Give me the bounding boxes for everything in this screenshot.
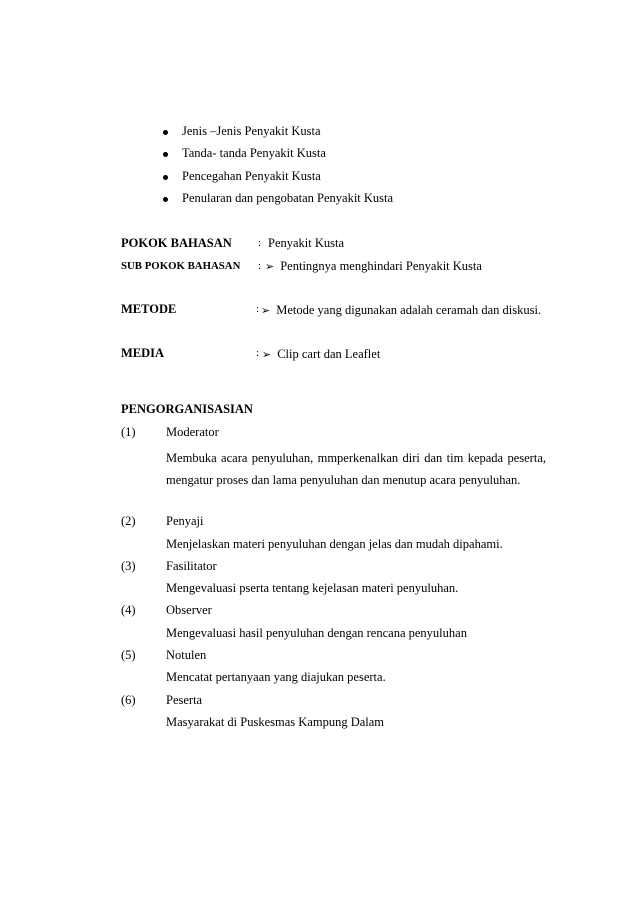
item-title: Penyaji [166, 514, 204, 528]
pengorganisasian-heading: PENGORGANISASIAN [121, 402, 253, 416]
bullet-icon [163, 197, 168, 202]
pokok-bahasan-value: Penyakit Kusta [268, 236, 345, 250]
arrow-bullet-icon: ➢ [262, 349, 272, 361]
item-title: Peserta [166, 693, 203, 707]
item-number: (4) [121, 603, 136, 617]
pokok-bahasan-colon: : [258, 237, 262, 249]
bullet-icon [163, 152, 168, 157]
item-title: Moderator [166, 425, 219, 439]
sub-pokok-bahasan-text: Pentingnya menghindari Penyakit Kusta [280, 259, 482, 273]
item-description: Mencatat pertanyaan yang diajukan peserta. [166, 670, 386, 684]
item-title: Notulen [166, 648, 207, 662]
item-description: Membuka acara penyuluhan, mmperkenalkan diri dan tim kepada peserta, mengatur proses dan lama penyuluhan dan menutup acara penyuluhan. [166, 451, 546, 487]
item-number: (2) [121, 514, 136, 528]
arrow-bullet-icon: ➢ [261, 305, 271, 317]
item-description: Mengevaluasi pserta tentang kejelasan materi penyuluhan. [166, 581, 459, 595]
item-title: Observer [166, 603, 212, 617]
item-description: Menjelaskan materi penyuluhan dengan jelas dan mudah dipahami. [166, 537, 503, 551]
item-title: Fasilitator [166, 559, 217, 573]
topic-text: Pencegahan Penyakit Kusta [182, 169, 321, 183]
pokok-bahasan-label: POKOK BAHASAN [121, 236, 232, 250]
media-colon: : [256, 347, 260, 359]
bullet-icon [163, 175, 168, 180]
bullet-icon [163, 130, 168, 135]
metode-value [261, 303, 541, 318]
topic-text: Tanda- tanda Penyakit Kusta [182, 146, 326, 160]
media-text: Clip cart dan Leaflet [277, 347, 381, 361]
metode-label: METODE [121, 302, 177, 316]
topic-text: Jenis –Jenis Penyakit Kusta [182, 124, 321, 138]
item-number: (3) [121, 559, 136, 573]
item-description: Mengevaluasi hasil penyuluhan dengan rencana penyuluhan [166, 626, 467, 640]
sub-pokok-bahasan-value [265, 259, 482, 274]
item-description: Masyarakat di Puskesmas Kampung Dalam [166, 715, 385, 729]
metode-text: Metode yang digunakan adalah ceramah dan diskusi. [276, 303, 542, 317]
item-number: (6) [121, 693, 136, 707]
sub-pokok-bahasan-colon: : [258, 260, 262, 272]
sub-pokok-bahasan-label: SUB POKOK BAHASAN [121, 260, 241, 272]
media-value [262, 347, 380, 362]
topic-text: Penularan dan pengobatan Penyakit Kusta [182, 191, 394, 205]
item-number: (1) [121, 425, 136, 439]
media-label: MEDIA [121, 346, 165, 360]
metode-colon: : [256, 303, 260, 315]
arrow-bullet-icon: ➢ [265, 261, 275, 273]
item-number: (5) [121, 648, 136, 662]
